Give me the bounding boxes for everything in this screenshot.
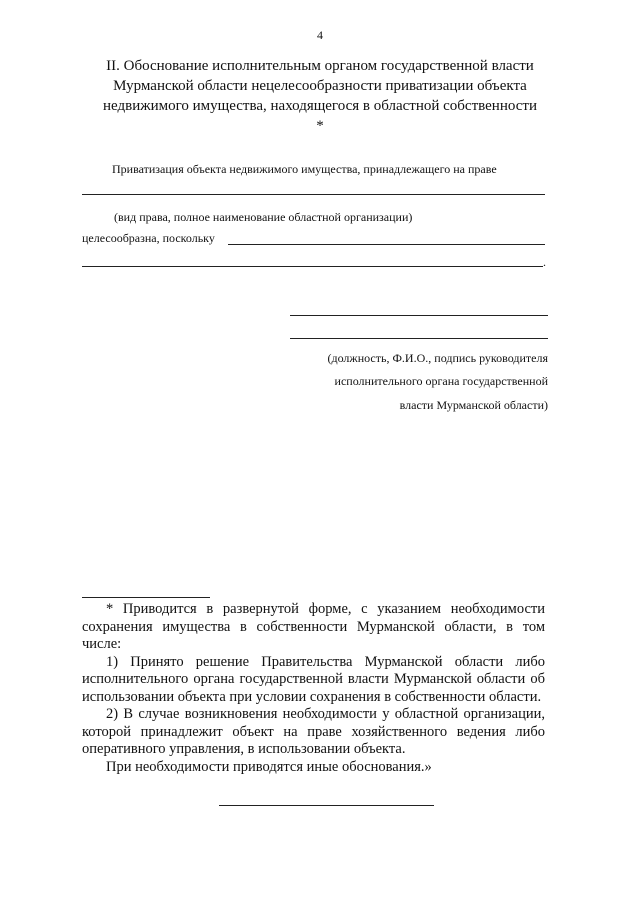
signature-line-1[interactable]: [290, 315, 548, 316]
closing-separator: [219, 805, 434, 806]
right-holder-caption: (вид права, полное наименование областной организации): [114, 210, 413, 224]
signature-caption-line-3: власти Мурманской области): [399, 398, 548, 412]
signature-line-2[interactable]: [290, 338, 548, 339]
section-heading: II. Обоснование исполнительным органом государственной власти Мурманской области нецелесообразности приватизации объекта недвижимого имущества, находящегося в областной собственности *: [103, 58, 537, 134]
signature-caption-line-1: (должность, Ф.И.О., подпись руководителя: [327, 351, 548, 365]
blank-line-reason[interactable]: [228, 244, 545, 245]
page-number: 4: [317, 28, 323, 42]
footnote-paragraph-4: При необходимости приводятся иные обоснования.»: [106, 758, 432, 775]
blank-line-right-holder[interactable]: [82, 194, 545, 195]
footnote-paragraph-1: * Приводится в развернутой форме, с указанием необходимости сохранения имущества в собственности Мурманской области, в том числе:: [82, 601, 545, 652]
footnote-paragraph-3: 2) В случае возникновения необходимости у областной организации, которой принадлежит объект на праве хозяйственного ведения либо оперативного управления, в использовании объекта.: [82, 706, 545, 757]
reason-label: целесообразна, поскольку: [82, 231, 215, 245]
intro-text: Приватизация объекта недвижимого имущества, принадлежащего на праве: [112, 162, 497, 176]
signature-caption-line-2: исполнительного органа государственной: [334, 374, 548, 388]
blank-line-reason-continued[interactable]: [82, 266, 543, 267]
footnote-paragraph-2: 1) Принято решение Правительства Мурманской области либо исполнительного органа государственной власти Мурманской области об использовании объекта при условии сохранения в собственности области.: [82, 653, 545, 705]
footnote-separator: [82, 597, 210, 598]
period-mark: .: [543, 255, 546, 269]
footnote-block: [82, 601, 545, 776]
